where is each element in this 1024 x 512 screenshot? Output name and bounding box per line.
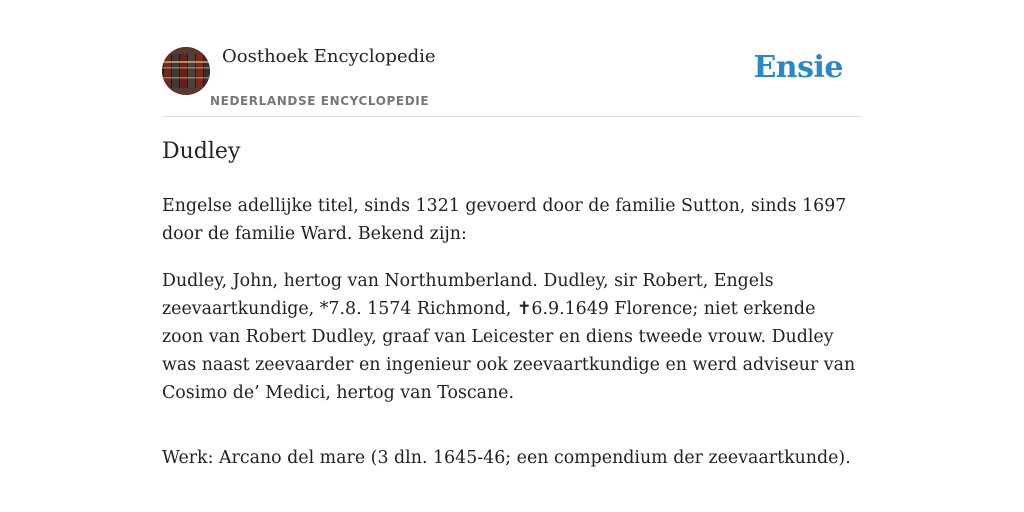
article-title: Dudley: [162, 139, 241, 164]
site-subtitle: NEDERLANDSE ENCYCLOPEDIE: [210, 94, 430, 108]
article-paragraph: Engelse adellijke titel, sinds 1321 gevoerd door de familie Sutton, sinds 1697 door de familie Ward. Bekend zijn:: [162, 196, 847, 244]
article-body: [162, 192, 862, 491]
article-paragraph: Dudley, John, hertog van Northumberland. Dudley, sir Robert, Engels zeevaartkundige, *7.8. 1574 Richmond, ✝6.9.1649 Florence; niet erkende zoon van Robert Dudley, graaf van Leicester en diens tweede vrouw. Dudley was naast zeevaarder en ingenieur ook zeevaartkundige en werd adviseur van Cosimo de’ Medici, hertog van Toscane.: [162, 271, 856, 403]
brand-logo-link[interactable]: Ensie: [753, 50, 843, 85]
site-title[interactable]: Oosthoek Encyclopedie: [222, 46, 436, 67]
site-header: [162, 40, 862, 117]
article-paragraph: Werk: Arcano del mare (3 dln. 1645-46; een compendium der zeevaartkunde).: [162, 448, 851, 468]
book-spines-icon[interactable]: [162, 47, 210, 95]
